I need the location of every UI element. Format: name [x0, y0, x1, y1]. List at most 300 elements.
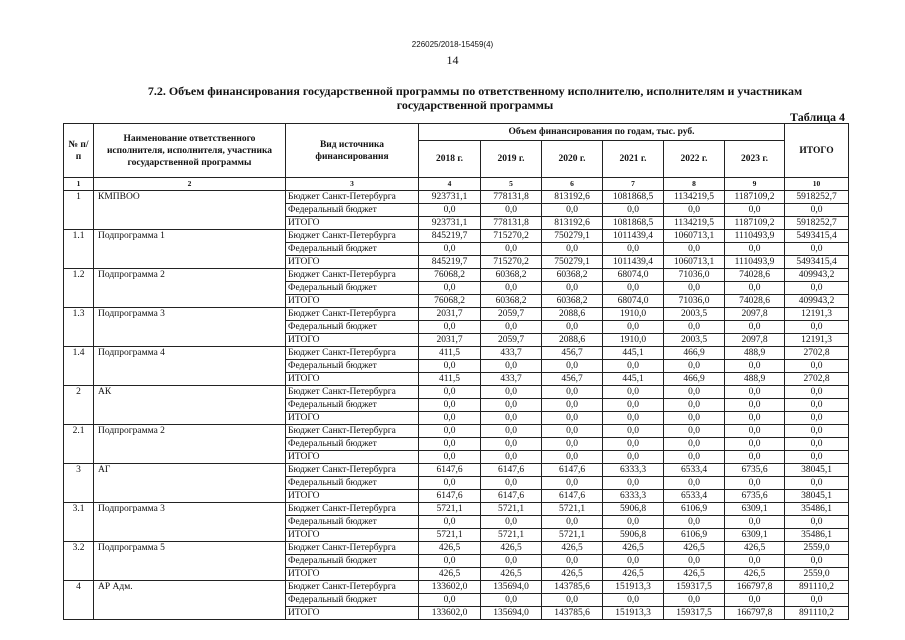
year-value: 0,0: [603, 360, 664, 373]
year-value: 0,0: [725, 451, 785, 464]
year-value: 0,0: [664, 516, 725, 529]
year-value: 0,0: [603, 412, 664, 425]
total-value: 0,0: [785, 321, 849, 334]
header-funding: Объем финансирования по годам, тыс. руб.: [419, 124, 785, 141]
year-value: 0,0: [542, 438, 603, 451]
year-value: 813192,6: [542, 217, 603, 230]
funding-source: Бюджет Санкт-Петербурга: [286, 425, 419, 438]
year-value: 426,5: [419, 542, 481, 555]
funding-source: ИТОГО: [286, 334, 419, 347]
total-value: 12191,3: [785, 308, 849, 321]
funding-source: Федеральный бюджет: [286, 360, 419, 373]
executor-name: Подпрограмма 1: [94, 230, 286, 269]
funding-source: Федеральный бюджет: [286, 516, 419, 529]
header-year: 2020 г.: [542, 141, 603, 178]
year-value: 845219,7: [419, 256, 481, 269]
year-value: 0,0: [419, 425, 481, 438]
year-value: 426,5: [542, 568, 603, 581]
section-title-line-2: государственной программы: [396, 98, 554, 112]
funding-source: Бюджет Санкт-Петербурга: [286, 386, 419, 399]
total-value: 0,0: [785, 516, 849, 529]
year-value: 0,0: [542, 282, 603, 295]
year-value: 0,0: [725, 516, 785, 529]
header-source: Вид источника финансирования: [286, 124, 419, 178]
year-value: 5721,1: [481, 529, 542, 542]
total-value: 0,0: [785, 204, 849, 217]
table-label: Таблица 4: [790, 110, 845, 124]
year-value: 6735,6: [725, 464, 785, 477]
year-value: 76068,2: [419, 269, 481, 282]
year-value: 433,7: [481, 373, 542, 386]
year-value: 0,0: [725, 321, 785, 334]
year-value: 6735,6: [725, 490, 785, 503]
year-value: 0,0: [603, 438, 664, 451]
table-row: [64, 464, 849, 477]
table-row: [64, 581, 849, 594]
year-value: 0,0: [603, 386, 664, 399]
column-number: 10: [785, 178, 849, 191]
total-value: 0,0: [785, 425, 849, 438]
funding-source: Федеральный бюджет: [286, 477, 419, 490]
row-number: 3: [64, 464, 94, 503]
year-value: 426,5: [481, 568, 542, 581]
year-value: 0,0: [603, 594, 664, 607]
total-value: 891110,2: [785, 581, 849, 594]
funding-source: ИТОГО: [286, 412, 419, 425]
year-value: 60368,2: [481, 269, 542, 282]
funding-source: Бюджет Санкт-Петербурга: [286, 308, 419, 321]
total-value: 0,0: [785, 360, 849, 373]
year-value: 0,0: [481, 282, 542, 295]
year-value: 0,0: [725, 438, 785, 451]
executor-name: АК: [94, 386, 286, 425]
year-value: 0,0: [664, 451, 725, 464]
year-value: 426,5: [725, 568, 785, 581]
year-value: 0,0: [603, 425, 664, 438]
year-value: 2031,7: [419, 308, 481, 321]
header-year: 2022 г.: [664, 141, 725, 178]
row-number: 1.3: [64, 308, 94, 347]
year-value: 426,5: [664, 568, 725, 581]
funding-source: Бюджет Санкт-Петербурга: [286, 230, 419, 243]
table-row: [64, 503, 849, 516]
column-number: 2: [94, 178, 286, 191]
row-number: 2: [64, 386, 94, 425]
year-value: 1910,0: [603, 308, 664, 321]
year-value: 143785,6: [542, 581, 603, 594]
year-value: 750279,1: [542, 256, 603, 269]
year-value: 0,0: [419, 282, 481, 295]
year-value: 2003,5: [664, 308, 725, 321]
row-number: 2.1: [64, 425, 94, 464]
year-value: 426,5: [603, 542, 664, 555]
total-value: 5493415,4: [785, 256, 849, 269]
year-value: 2059,7: [481, 334, 542, 347]
year-value: 750279,1: [542, 230, 603, 243]
year-value: 0,0: [481, 425, 542, 438]
column-number: 7: [603, 178, 664, 191]
year-value: 0,0: [725, 243, 785, 256]
year-value: 2088,6: [542, 334, 603, 347]
page-number: 14: [446, 53, 459, 67]
year-value: 5721,1: [419, 503, 481, 516]
year-value: 0,0: [481, 386, 542, 399]
year-value: 456,7: [542, 347, 603, 360]
funding-source: ИТОГО: [286, 373, 419, 386]
funding-source: Бюджет Санкт-Петербурга: [286, 581, 419, 594]
funding-source: ИТОГО: [286, 529, 419, 542]
year-value: 0,0: [419, 360, 481, 373]
funding-source: Бюджет Санкт-Петербурга: [286, 542, 419, 555]
year-value: 456,7: [542, 373, 603, 386]
year-value: 6147,6: [419, 490, 481, 503]
table-row: [64, 269, 849, 282]
year-value: 0,0: [725, 399, 785, 412]
funding-source: Федеральный бюджет: [286, 555, 419, 568]
year-value: 74028,6: [725, 269, 785, 282]
executor-name: Подпрограмма 3: [94, 308, 286, 347]
year-value: 0,0: [542, 555, 603, 568]
year-value: 151913,3: [603, 581, 664, 594]
total-value: 2559,0: [785, 568, 849, 581]
row-number: 4: [64, 581, 94, 620]
year-value: 2059,7: [481, 308, 542, 321]
year-value: 2097,8: [725, 334, 785, 347]
funding-source: ИТОГО: [286, 217, 419, 230]
year-value: 2031,7: [419, 334, 481, 347]
year-value: 135694,0: [481, 607, 542, 620]
year-value: 6147,6: [542, 490, 603, 503]
total-value: 5918252,7: [785, 217, 849, 230]
year-value: 0,0: [603, 282, 664, 295]
year-value: 0,0: [603, 451, 664, 464]
year-value: 426,5: [664, 542, 725, 555]
total-value: 0,0: [785, 282, 849, 295]
year-value: 0,0: [725, 204, 785, 217]
year-value: 426,5: [603, 568, 664, 581]
year-value: 5721,1: [542, 529, 603, 542]
table-row: [64, 386, 849, 399]
year-value: 0,0: [664, 425, 725, 438]
document-id: 226025/2018-15459(4): [411, 40, 494, 49]
executor-name: КМПВОО: [94, 191, 286, 230]
year-value: 411,5: [419, 347, 481, 360]
header-total: ИТОГО: [785, 124, 849, 178]
year-value: 715270,2: [481, 230, 542, 243]
year-value: 5906,8: [603, 503, 664, 516]
year-value: 159317,5: [664, 607, 725, 620]
year-value: 6147,6: [419, 464, 481, 477]
year-value: 60368,2: [542, 269, 603, 282]
funding-source: Федеральный бюджет: [286, 243, 419, 256]
funding-source: Бюджет Санкт-Петербурга: [286, 464, 419, 477]
total-value: 12191,3: [785, 334, 849, 347]
year-value: 0,0: [542, 594, 603, 607]
year-value: 426,5: [419, 568, 481, 581]
year-value: 0,0: [419, 594, 481, 607]
year-value: 0,0: [481, 438, 542, 451]
total-value: 0,0: [785, 412, 849, 425]
funding-source: Федеральный бюджет: [286, 321, 419, 334]
year-value: 0,0: [664, 555, 725, 568]
year-value: 6533,4: [664, 464, 725, 477]
table-row: [64, 230, 849, 243]
row-number: 3.1: [64, 503, 94, 542]
year-value: 5721,1: [419, 529, 481, 542]
year-value: 426,5: [542, 542, 603, 555]
year-value: 923731,1: [419, 191, 481, 204]
executor-name: Подпрограмма 2: [94, 425, 286, 464]
year-value: 0,0: [419, 204, 481, 217]
year-value: 0,0: [542, 516, 603, 529]
funding-source: Федеральный бюджет: [286, 399, 419, 412]
year-value: 6533,4: [664, 490, 725, 503]
funding-source: ИТОГО: [286, 295, 419, 308]
funding-source: Бюджет Санкт-Петербурга: [286, 269, 419, 282]
year-value: 133602,0: [419, 581, 481, 594]
total-value: 35486,1: [785, 529, 849, 542]
year-value: 0,0: [481, 555, 542, 568]
section-title: [95, 84, 855, 112]
year-value: 488,9: [725, 347, 785, 360]
year-value: 60368,2: [481, 295, 542, 308]
year-value: 2003,5: [664, 334, 725, 347]
total-value: 38045,1: [785, 490, 849, 503]
year-value: 0,0: [481, 360, 542, 373]
funding-source: Бюджет Санкт-Петербурга: [286, 191, 419, 204]
year-value: 0,0: [725, 282, 785, 295]
year-value: 1187109,2: [725, 191, 785, 204]
year-value: 0,0: [664, 412, 725, 425]
year-value: 778131,8: [481, 217, 542, 230]
total-value: 0,0: [785, 386, 849, 399]
row-number: 1.2: [64, 269, 94, 308]
year-value: 0,0: [481, 516, 542, 529]
year-value: 0,0: [542, 477, 603, 490]
total-value: 38045,1: [785, 464, 849, 477]
year-value: 466,9: [664, 347, 725, 360]
year-value: 6147,6: [481, 464, 542, 477]
year-value: 0,0: [664, 243, 725, 256]
total-value: 891110,2: [785, 607, 849, 620]
table-row: [64, 425, 849, 438]
year-value: 0,0: [481, 399, 542, 412]
total-value: 0,0: [785, 594, 849, 607]
year-value: 74028,6: [725, 295, 785, 308]
year-value: 1060713,1: [664, 230, 725, 243]
year-value: 76068,2: [419, 295, 481, 308]
year-value: 1011439,4: [603, 230, 664, 243]
year-value: 166797,8: [725, 607, 785, 620]
total-value: 0,0: [785, 477, 849, 490]
year-value: 0,0: [664, 399, 725, 412]
year-value: 0,0: [664, 204, 725, 217]
total-value: 409943,2: [785, 269, 849, 282]
funding-source: ИТОГО: [286, 490, 419, 503]
column-number: 6: [542, 178, 603, 191]
year-value: 0,0: [542, 451, 603, 464]
total-value: 409943,2: [785, 295, 849, 308]
funding-source: ИТОГО: [286, 568, 419, 581]
year-value: 159317,5: [664, 581, 725, 594]
year-value: 0,0: [725, 594, 785, 607]
executor-name: АГ: [94, 464, 286, 503]
year-value: 0,0: [481, 594, 542, 607]
executor-name: Подпрограмма 3: [94, 503, 286, 542]
header-year: 2021 г.: [603, 141, 664, 178]
year-value: 0,0: [725, 477, 785, 490]
year-value: 0,0: [725, 425, 785, 438]
column-number: 8: [664, 178, 725, 191]
year-value: 0,0: [419, 477, 481, 490]
year-value: 0,0: [603, 204, 664, 217]
year-value: 0,0: [542, 321, 603, 334]
year-value: 923731,1: [419, 217, 481, 230]
year-value: 0,0: [664, 321, 725, 334]
year-value: 0,0: [603, 321, 664, 334]
table-row: [64, 191, 849, 204]
year-value: 1011439,4: [603, 256, 664, 269]
year-value: 1060713,1: [664, 256, 725, 269]
year-value: 0,0: [419, 516, 481, 529]
year-value: 0,0: [664, 282, 725, 295]
executor-name: Подпрограмма 4: [94, 347, 286, 386]
year-value: 813192,6: [542, 191, 603, 204]
year-value: 1134219,5: [664, 217, 725, 230]
year-value: 60368,2: [542, 295, 603, 308]
year-value: 1110493,9: [725, 230, 785, 243]
row-number: 3.2: [64, 542, 94, 581]
total-value: 0,0: [785, 438, 849, 451]
header-name: Наименование ответственного исполнителя, исполнителя, участника государственной программы: [94, 124, 286, 178]
year-value: 445,1: [603, 347, 664, 360]
year-value: 6147,6: [542, 464, 603, 477]
year-value: 0,0: [725, 386, 785, 399]
year-value: 1081868,5: [603, 217, 664, 230]
year-value: 845219,7: [419, 230, 481, 243]
funding-source: Федеральный бюджет: [286, 438, 419, 451]
section-title-line-1: 7.2. Объем финансирования государственной программы по ответственному исполнителю, исполнителям и участникам: [147, 84, 803, 98]
year-value: 135694,0: [481, 581, 542, 594]
funding-source: Бюджет Санкт-Петербурга: [286, 503, 419, 516]
funding-source: Федеральный бюджет: [286, 204, 419, 217]
year-value: 433,7: [481, 347, 542, 360]
total-value: 0,0: [785, 555, 849, 568]
year-value: 0,0: [664, 438, 725, 451]
year-value: 0,0: [603, 555, 664, 568]
year-value: 143785,6: [542, 607, 603, 620]
total-value: 0,0: [785, 451, 849, 464]
year-value: 0,0: [419, 438, 481, 451]
year-value: 778131,8: [481, 191, 542, 204]
year-value: 426,5: [481, 542, 542, 555]
column-number: 5: [481, 178, 542, 191]
year-value: 5721,1: [481, 503, 542, 516]
year-value: 151913,3: [603, 607, 664, 620]
funding-source: Бюджет Санкт-Петербурга: [286, 347, 419, 360]
year-value: 0,0: [419, 412, 481, 425]
year-value: 466,9: [664, 373, 725, 386]
year-value: 0,0: [419, 243, 481, 256]
header-year: 2019 г.: [481, 141, 542, 178]
year-value: 0,0: [664, 594, 725, 607]
total-value: 35486,1: [785, 503, 849, 516]
header-no: № п/п: [64, 124, 94, 178]
year-value: 5906,8: [603, 529, 664, 542]
year-value: 6106,9: [664, 503, 725, 516]
total-value: 0,0: [785, 399, 849, 412]
year-value: 0,0: [603, 516, 664, 529]
total-value: 5918252,7: [785, 191, 849, 204]
year-value: 6309,1: [725, 529, 785, 542]
year-value: 0,0: [603, 477, 664, 490]
funding-source: ИТОГО: [286, 607, 419, 620]
funding-source: ИТОГО: [286, 451, 419, 464]
year-value: 0,0: [542, 412, 603, 425]
total-value: 0,0: [785, 243, 849, 256]
year-value: 0,0: [419, 399, 481, 412]
year-value: 0,0: [542, 399, 603, 412]
year-value: 0,0: [725, 412, 785, 425]
year-value: 411,5: [419, 373, 481, 386]
executor-name: АР Адм.: [94, 581, 286, 620]
column-number: 1: [64, 178, 94, 191]
year-value: 0,0: [542, 360, 603, 373]
year-value: 426,5: [725, 542, 785, 555]
year-value: 0,0: [542, 425, 603, 438]
year-value: 1187109,2: [725, 217, 785, 230]
year-value: 166797,8: [725, 581, 785, 594]
total-value: 5493415,4: [785, 230, 849, 243]
column-number: 9: [725, 178, 785, 191]
year-value: 1910,0: [603, 334, 664, 347]
year-value: 0,0: [419, 555, 481, 568]
year-value: 71036,0: [664, 295, 725, 308]
year-value: 0,0: [481, 412, 542, 425]
year-value: 1110493,9: [725, 256, 785, 269]
total-value: 2559,0: [785, 542, 849, 555]
year-value: 6333,3: [603, 490, 664, 503]
year-value: 0,0: [481, 204, 542, 217]
year-value: 0,0: [664, 360, 725, 373]
year-value: 133602,0: [419, 607, 481, 620]
year-value: 0,0: [603, 399, 664, 412]
year-value: 0,0: [419, 451, 481, 464]
row-number: 1: [64, 191, 94, 230]
year-value: 6106,9: [664, 529, 725, 542]
year-value: 0,0: [664, 386, 725, 399]
year-value: 6147,6: [481, 490, 542, 503]
year-value: 0,0: [664, 477, 725, 490]
year-value: 0,0: [481, 477, 542, 490]
column-number: 3: [286, 178, 419, 191]
table-row: [64, 542, 849, 555]
year-value: 0,0: [481, 243, 542, 256]
total-value: 2702,8: [785, 373, 849, 386]
funding-source: ИТОГО: [286, 256, 419, 269]
column-number: 4: [419, 178, 481, 191]
table-row: [64, 347, 849, 360]
executor-name: Подпрограмма 5: [94, 542, 286, 581]
year-value: 0,0: [419, 386, 481, 399]
year-value: 2088,6: [542, 308, 603, 321]
row-number: 1.1: [64, 230, 94, 269]
funding-table: [63, 123, 849, 620]
table-row: [64, 308, 849, 321]
year-value: 68074,0: [603, 295, 664, 308]
executor-name: Подпрограмма 2: [94, 269, 286, 308]
year-value: 6333,3: [603, 464, 664, 477]
